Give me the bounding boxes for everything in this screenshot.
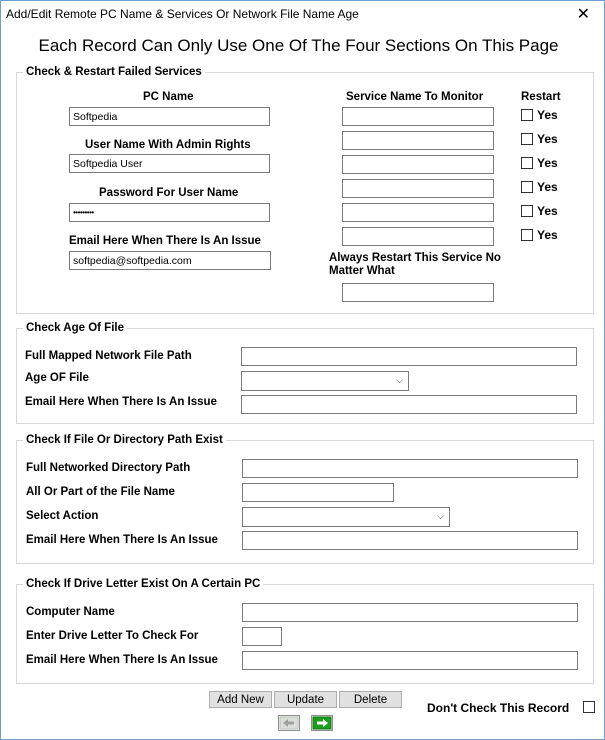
- file-path-label: Full Mapped Network File Path: [25, 350, 192, 362]
- arrow-left-icon: [279, 716, 299, 730]
- restart-yes-label-6: Yes: [537, 228, 558, 242]
- pc-name-input[interactable]: [69, 107, 270, 126]
- service-input-5[interactable]: [342, 203, 494, 222]
- dont-check-checkbox[interactable]: [583, 701, 595, 713]
- close-icon[interactable]: ✕: [576, 6, 590, 23]
- always-restart-label: Always Restart This Service No Matter What: [329, 252, 501, 277]
- select-action-dropdown[interactable]: [242, 507, 450, 527]
- restart-yes-label-5: Yes: [537, 204, 558, 218]
- restart-checkbox-5[interactable]: [521, 205, 533, 217]
- arrow-right-icon: [312, 716, 332, 730]
- delete-button[interactable]: Delete: [339, 691, 402, 708]
- service-input-6[interactable]: [342, 227, 494, 246]
- age-of-file-dropdown[interactable]: [241, 371, 409, 391]
- dont-check-label: Don't Check This Record: [427, 701, 570, 715]
- chevron-down-icon: ⌵: [396, 375, 403, 385]
- restart-yes-label-1: Yes: [537, 108, 558, 122]
- services-email-input[interactable]: [69, 251, 271, 270]
- previous-record-button[interactable]: [278, 715, 300, 731]
- update-button[interactable]: Update: [274, 691, 337, 708]
- directory-path-input[interactable]: [242, 459, 578, 478]
- title-bar: [1, 1, 604, 29]
- window-title: Add/Edit Remote PC Name & Services Or Network File Name Age: [6, 7, 359, 21]
- age-legend: Check Age Of File: [26, 322, 124, 334]
- age-email-label: Email Here When There Is An Issue: [25, 396, 217, 408]
- service-input-3[interactable]: [342, 155, 494, 174]
- directory-path-label: Full Networked Directory Path: [26, 462, 191, 474]
- computer-name-label: Computer Name: [26, 606, 115, 618]
- drive-email-label: Email Here When There Is An Issue: [26, 654, 218, 666]
- drive-legend: Check If Drive Letter Exist On A Certain PC: [26, 578, 261, 590]
- drive-letter-input[interactable]: [242, 627, 282, 646]
- restart-checkbox-4[interactable]: [521, 181, 533, 193]
- restart-yes-label-3: Yes: [537, 156, 558, 170]
- services-email-label: Email Here When There Is An Issue: [69, 235, 261, 247]
- restart-yes-label-2: Yes: [537, 132, 558, 146]
- exist-legend: Check If File Or Directory Path Exist: [26, 434, 223, 446]
- user-name-label: User Name With Admin Rights: [85, 139, 251, 151]
- drive-letter-label: Enter Drive Letter To Check For: [26, 630, 199, 642]
- drive-email-input[interactable]: [242, 651, 578, 670]
- always-restart-input[interactable]: [342, 283, 494, 302]
- service-input-2[interactable]: [342, 131, 494, 150]
- service-input-4[interactable]: [342, 179, 494, 198]
- next-record-button[interactable]: [311, 715, 333, 731]
- exist-email-label: Email Here When There Is An Issue: [26, 534, 218, 546]
- restart-checkbox-3[interactable]: [521, 157, 533, 169]
- restart-checkbox-6[interactable]: [521, 229, 533, 241]
- password-label: Password For User Name: [99, 187, 239, 199]
- file-path-input[interactable]: [241, 347, 577, 366]
- service-input-1[interactable]: [342, 107, 494, 126]
- file-name-label: All Or Part of the File Name: [26, 486, 175, 498]
- exist-email-input[interactable]: [242, 531, 578, 550]
- password-input[interactable]: [69, 203, 270, 222]
- file-name-input[interactable]: [242, 483, 394, 502]
- services-legend: Check & Restart Failed Services: [26, 66, 202, 78]
- restart-label: Restart: [521, 91, 561, 103]
- restart-checkbox-2[interactable]: [521, 133, 533, 145]
- add-new-button[interactable]: Add New: [209, 691, 272, 708]
- age-of-file-label: Age OF File: [25, 372, 89, 384]
- user-name-input[interactable]: [69, 154, 270, 173]
- restart-yes-label-4: Yes: [537, 180, 558, 194]
- service-name-label: Service Name To Monitor: [346, 91, 484, 103]
- computer-name-input[interactable]: [242, 603, 578, 622]
- pc-name-label: PC Name: [143, 91, 194, 103]
- chevron-down-icon: ⌵: [437, 511, 444, 521]
- page-heading: Each Record Can Only Use One Of The Four Sections On This Page: [38, 36, 559, 55]
- age-email-input[interactable]: [241, 395, 577, 414]
- restart-checkbox-1[interactable]: [521, 109, 533, 121]
- select-action-label: Select Action: [26, 510, 99, 522]
